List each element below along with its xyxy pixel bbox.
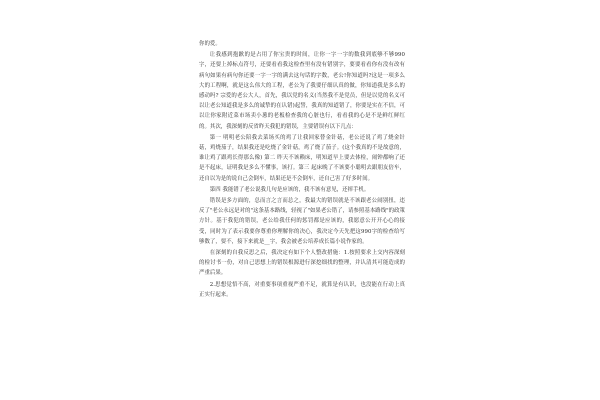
paragraph-1: 你的爱。 [199,41,221,47]
document-body [199,39,405,301]
paragraph-6: 在深刻的自我反思之后，我决定有如下个人整改措施：1.按照要求上交内容深刻的检讨书一份，对自己思想上的错误根源进行深挖细找的整理，并认清其可能造成的严重后果。 [199,250,405,277]
paragraph-7: 2.思想觉悟不高，对重要事项重视严重不足，就算是有认识，也没能在行动上真正实行起来。 [199,281,405,298]
paragraph-3: 第一 明明老公陪我去菜场买的鸡了让我回家替金针菇，老公还说了鸡了烧金针菇，鸡烧茄子，结果我还是吃烧了金针菇，鸡了烧了茄子。(这个我真的不是故意的，谁让鸡了跟鸡长得那么像) 第二 昨天不该赖床，明知道早上要去体检，闹钟都响了还是不起床，证明我是多么不懂事，该打。第三 起床晚了不该要小聪明去跟朋友倍车，还自以为是的说自己会倒车，结果还是不会倒车，还自己害了好多时间。 [199,134,405,182]
paragraph-5: 错误是多方面的，总而言之言而总之，我最大的错误就是不该跟老公闹别扭，违反了"老公永远是对的"这条基本路线，轻视了"如果老公错了，请参照基本路线"的政策方针。基于我犯的错误，老公给我任何的惩罚都是应该的，我愿意公开开心心的接受，同时为了表示我要你尊重你理解你的决心，我决定今天先把这990字的检查给写够数了，要不，接下来就是__字，我会被老公培养成长篇小说作家的。 [199,198,405,245]
paragraph-4: 第四 我能错了老公说我几句是应该的，我不该有意见，还摔手机。 [209,186,370,193]
paragraph-2: 让我感到抱歉的是占用了你宝贵的时间，让你一字一字的数我到底够不够990字，还要上掉标点符号，还要看看我这检查里有没有错别字，要要看看你有没有改有病句如果有病句你还要一字一字的满去这句话的字数，老公!你知道吗?这是一项多么大的工程啊，就是这么伟大的工程，老公为了我要仔细认真的做，你知道我是多么的感动吗? 宗爱的老公大人，首先，我以党的名义(当然我不是党员，但是以党的名义可以让老公知道我是多么的诚挚的在认错)起誓，我真的知道错了，你要是实在不信，可以让你家附近菜市场卖小葱的老板检查我的心脏也行，看看我的心是不是鲜红鲜红的。其次，我深刻的反省昨天我犯的错误，主要错误有以下几点： [199,52,405,130]
